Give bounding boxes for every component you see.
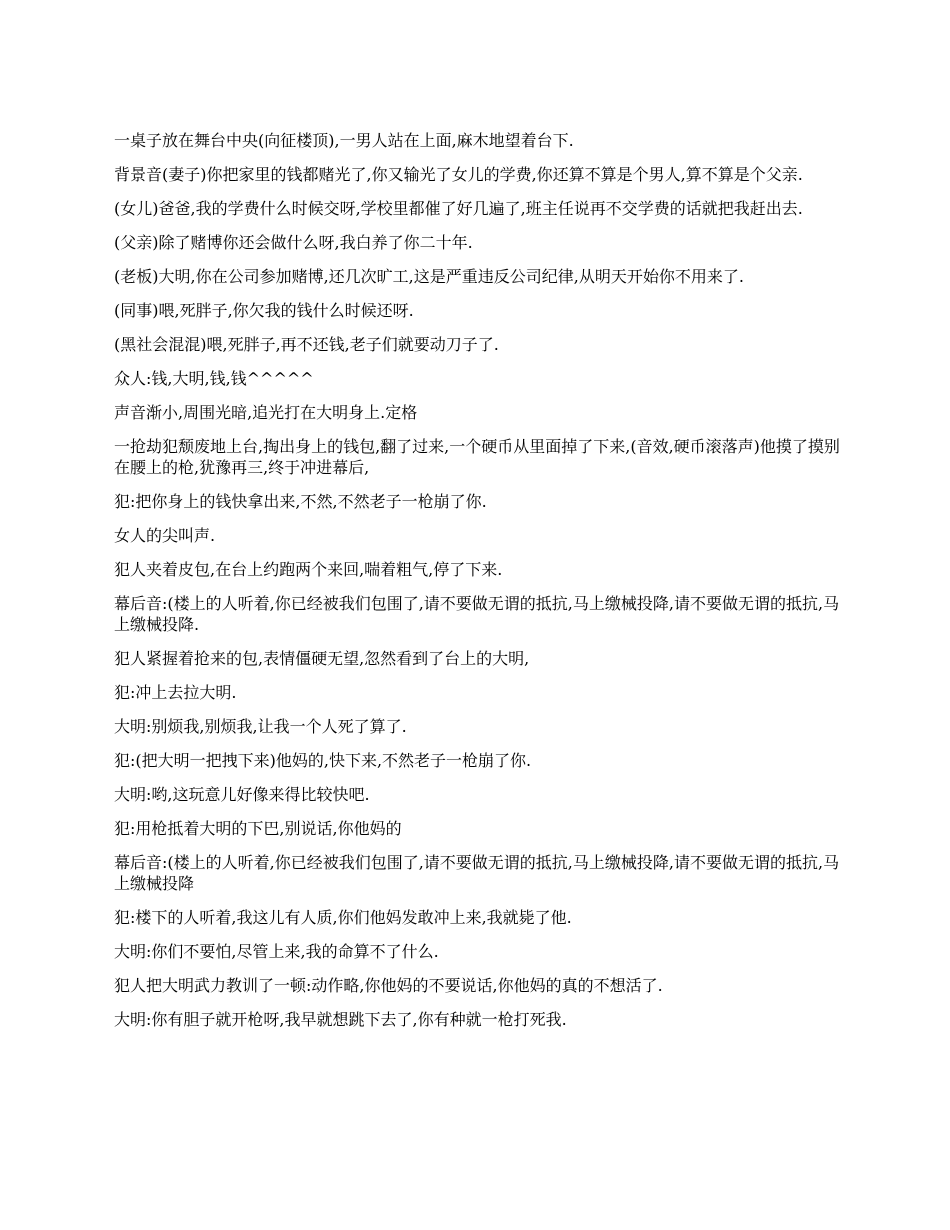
paragraph-8: 众人:钱,大明,钱,钱^^^^^ [114,369,314,388]
paragraph-21: 幕后音:(楼上的人听着,你已经被我们包围了,请不要做无谓的抵抗,马上缴械投降,请不要做无谓的抵抗,马上缴械投降 [114,853,840,893]
paragraph-1: 一桌子放在舞台中央(向征楼顶),一男人站在上面,麻木地望着台下. [114,131,574,150]
paragraph-15: 犯人紧握着抢来的包,表情僵硬无望,忽然看到了台上的大明, [114,649,530,668]
paragraph-20: 犯:用枪抵着大明的下巴,别说话,你他妈的 [114,819,402,838]
paragraph-11: 犯:把你身上的钱快拿出来,不然,不然老子一枪崩了你. [114,492,487,511]
paragraph-19: 大明:哟,这玩意儿好像来得比较快吧. [114,785,370,804]
paragraph-4: (父亲)除了赌博你还会做什么呀,我白养了你二十年. [114,233,473,252]
paragraph-3: (女儿)爸爸,我的学费什么时候交呀,学校里都催了好几遍了,班主任说再不交学费的话就把我赶出去. [114,199,803,218]
paragraph-18: 犯:(把大明一把拽下来)他妈的,快下来,不然老子一枪崩了你. [114,751,532,770]
paragraph-7: (黑社会混混)喂,死胖子,再不还钱,老子们就要动刀子了. [114,335,499,354]
paragraph-6: (同事)喂,死胖子,你欠我的钱什么时候还呀. [114,301,414,320]
paragraph-24: 犯人把大明武力教训了一顿:动作略,你他妈的不要说话,你他妈的真的不想活了. [114,976,663,995]
paragraph-22: 犯:楼下的人听着,我这儿有人质,你们他妈发敢冲上来,我就毙了他. [114,908,572,927]
paragraph-5: (老板)大明,你在公司参加赌博,还几次旷工,这是严重违反公司纪律,从明天开始你不用来了. [114,267,744,286]
paragraph-12: 女人的尖叫声. [114,526,216,545]
paragraph-9: 声音渐小,周围光暗,追光打在大明身上.定格 [114,403,418,422]
paragraph-23: 大明:你们不要怕,尽管上来,我的命算不了什么. [114,942,439,961]
paragraph-13: 犯人夹着皮包,在台上约跑两个来回,喘着粗气,停了下来. [114,560,503,579]
paragraph-17: 大明:别烦我,别烦我,让我一个人死了算了. [114,717,407,736]
paragraph-25: 大明:你有胆子就开枪呀,我早就想跳下去了,你有种就一枪打死我. [114,1010,567,1029]
script-text-body [114,130,840,1043]
paragraph-10: 一抢劫犯颓废地上台,掏出身上的钱包,翻了过来,一个硬币从里面掉了下来,(音效,硬币滚落声)他摸了摸别在腰上的枪,犹豫再三,终于冲进幕后, [114,437,840,477]
paragraph-16: 犯:冲上去拉大明. [114,683,237,702]
paragraph-2: 背景音(妻子)你把家里的钱都赌光了,你又输光了女儿的学费,你还算不算是个男人,算不算是个父亲. [114,165,803,184]
paragraph-14: 幕后音:(楼上的人听着,你已经被我们包围了,请不要做无谓的抵抗,马上缴械投降,请不要做无谓的抵抗,马上缴械投降. [114,594,840,634]
